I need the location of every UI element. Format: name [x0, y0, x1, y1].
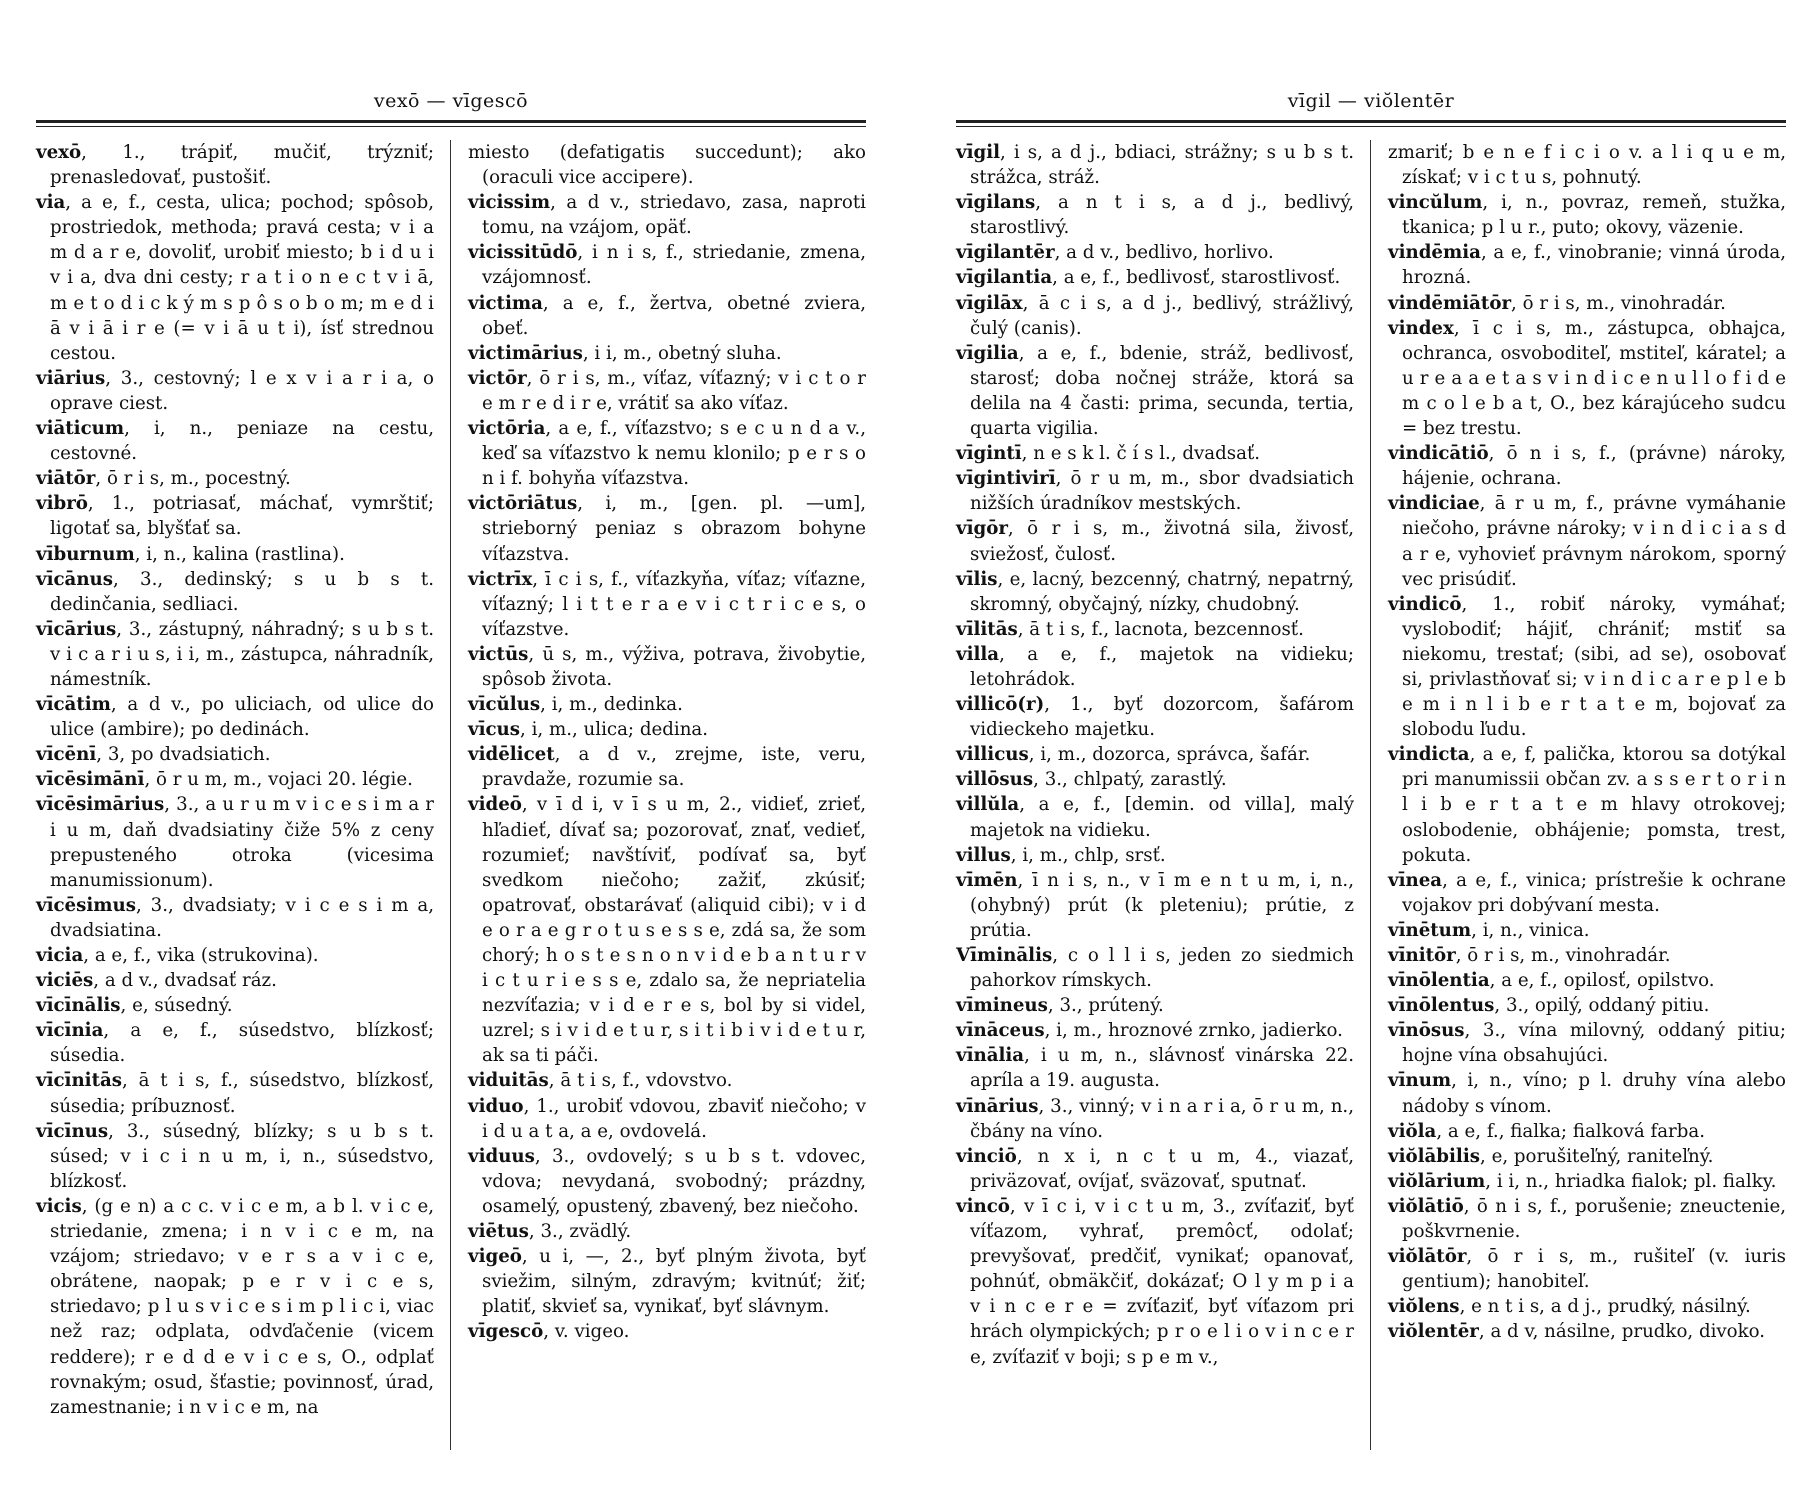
entry-headword: victima [468, 292, 543, 314]
dictionary-entry [36, 542, 434, 567]
entry-headword: videō [468, 794, 522, 816]
entry-definition: , a e, f., žertva, obetné zviera, obeť. [482, 292, 866, 339]
entry-definition: , ī c i s, m., zástupca, obhajca, ochranca, osvoboditeľ, mstiteľ, káratel; a u r e a a e t a s v i n d i c e n u l l o f i d e m c o l e b a t, O., bez kárajúceho sudcu = bez trestu. [1402, 317, 1786, 440]
dictionary-entry [468, 341, 866, 366]
dictionary-entry [1388, 190, 1786, 240]
entry-headword: vīcīnia [36, 1020, 104, 1042]
dictionary-entry [956, 767, 1354, 792]
entry-definition: , a d v., zrejme, iste, veru, pravdaže, rozumie sa. [482, 744, 866, 791]
entry-definition: , ī n i s, n., v ī m e n t u m, i, n., (ohybný) prút (k pleteniu); prútie, z prútia. [970, 869, 1354, 941]
dictionary-entry [1388, 441, 1786, 491]
entry-definition: , i u m, n., slávnosť vinárska 22. apríla a 19. augusta. [970, 1045, 1354, 1092]
entry-definition: , e, súsedný. [120, 995, 233, 1017]
dictionary-entry [956, 1194, 1354, 1370]
entry-headword: vinciō [956, 1145, 1017, 1167]
entry-headword: viduitās [468, 1070, 549, 1092]
entry-definition: , i i, n., hriadka fialok; pl. fialky. [1485, 1170, 1777, 1192]
right-column-divider [1370, 140, 1371, 1450]
dictionary-entry [956, 190, 1354, 240]
entry-headword: vīmineus [956, 995, 1048, 1017]
entry-headword: vindicta [1388, 744, 1470, 766]
entry-headword: vīgilia [956, 342, 1019, 364]
dictionary-entry [956, 792, 1354, 842]
entry-headword: vīgōr [956, 518, 1008, 540]
entry-definition: , i, n., víno; p l. druhy vína alebo nádoby s vínom. [1402, 1070, 1786, 1117]
entry-definition: , 3., opilý, oddaný pitiu. [1494, 995, 1710, 1017]
entry-definition: , (g e n) a c c. v i c e m, a b l. v i c e, striedanie, zmena; i n v i c e m, na vzájom; striedavo; v e r s a v i c e, obrátene, naopak; p e r v i c e s, striedavo; p l u s v i c e s i m p l i c i, viac než raz; odplata, odvďačenie (vicem reddere); r e d d e v i c e s, O., odplať rovnakým; osud, šťastie; povinnosť, úrad, zamestnanie; i n v i c e m, na [50, 1195, 434, 1418]
entry-definition: , a e, f., [demin. od villa], malý majetok na vidieku. [970, 794, 1354, 841]
entry-definition: , i, n., kalina (rastlina). [134, 543, 345, 565]
entry-headword: vīcēnī [36, 744, 97, 766]
entry-definition: , e, lacný, bezcenný, chatrný, nepatrný, skromný, obyčajný, nízky, chudobný. [970, 568, 1354, 615]
entry-headword: victrīx [468, 568, 533, 590]
entry-headword: vīcārius [36, 618, 117, 640]
entry-definition: , ō r i s, m., vinohradár. [1455, 945, 1671, 966]
dictionary-entry [36, 416, 434, 466]
entry-headword: vīcīnālis [36, 995, 121, 1017]
entry-definition: , ō r i s, m., vinohradár. [1511, 292, 1726, 314]
dictionary-entry [956, 868, 1354, 943]
dictionary-entry [956, 567, 1354, 617]
entry-definition: , ā t i s, f., súsedstvo, blízkosť, súsedia; príbuznosť. [50, 1070, 434, 1117]
entry-definition: , a e, f., bdenie, stráž, bedlivosť, starosť; doba nočnej stráže, ktorá sa delila na 4 časti: prima, secunda, tertia, quarta vigilia. [970, 342, 1354, 440]
entry-headword: villus [956, 844, 1011, 866]
entry-definition: , n x i, n c t u m, 4., viazať, priväzovať, ovíjať, sväzovať, sputnať. [970, 1145, 1354, 1192]
entry-definition: , i, m., ulica; dedina. [520, 719, 709, 741]
entry-headword: vīcātim [36, 694, 111, 716]
entry-definition: , 1., trápiť, mučiť, trýzniť; prenasledovať, pustošiť. [50, 142, 434, 189]
left-page [36, 0, 866, 1500]
entry-headword: viŏlens [1388, 1296, 1460, 1318]
dictionary-entry [1388, 1068, 1786, 1118]
entry-headword: vīmēn [956, 869, 1018, 891]
entry-definition: , 1., potriasať, máchať, vymrštiť; ligotať sa, blyšťať sa. [50, 493, 434, 540]
entry-headword: vīnōlentus [1388, 995, 1495, 1017]
entry-headword: vīcēsimānī [36, 769, 145, 791]
entry-headword: vibrō [36, 493, 88, 515]
entry-definition: , i i, m., obetný sluha. [582, 342, 782, 364]
entry-definition: , 3., prútený. [1047, 995, 1164, 1017]
entry-headword: vicis [36, 1195, 82, 1217]
dictionary-entry [468, 240, 866, 290]
entry-definition: , ō r i s, m., životná sila, živosť, sviežosť, čulosť. [970, 518, 1354, 565]
entry-definition: , 3., súsedný, blízky; s u b s t. súsed; v i c i n u m, i, n., súsedstvo, blízkosť. [50, 1120, 434, 1192]
dictionary-entry [956, 642, 1354, 692]
entry-headword: victōr [468, 367, 527, 389]
entry-definition: , a e, f, palička, ktorou sa dotýkal pri manumissii občan zv. a s s e r t o r i n l i b e r t a t e m hlavy otrokovej; oslobodenie, obhájenie; pomsta, trest, pokuta. [1402, 744, 1786, 866]
dictionary-entry [468, 717, 866, 742]
dictionary-entry [956, 617, 1354, 642]
dictionary-entry [36, 1194, 434, 1420]
entry-headword: victimārius [468, 342, 583, 364]
dictionary-entry [1388, 316, 1786, 441]
entry-definition: , ō r i s, m., víťaz, víťazný; v i c t o r e m r e d i r e, vrátiť sa ako víťaz. [482, 367, 866, 414]
left-column-a [36, 140, 434, 1420]
entry-headword: villōsus [956, 769, 1034, 791]
dictionary-entry [1388, 140, 1786, 190]
entry-headword: viciēs [36, 970, 94, 992]
entry-headword: victōriātus [468, 493, 578, 515]
entry-definition: , a d v., po uliciach, od ulice do ulice (ambire); po dedinách. [50, 694, 434, 741]
entry-headword: vīnea [1388, 869, 1443, 891]
entry-definition: , u i, —, 2., byť plným života, byť sviežim, silným, zdravým; kvitnúť; žiť; platiť, skvieť sa, vynikať, byť slávnym. [482, 1246, 866, 1318]
dictionary-entry [1388, 868, 1786, 918]
entry-definition: , c o l l i s, jeden zo siedmich pahorkov rímskych. [970, 945, 1354, 992]
entry-headword: vīnāceus [956, 1020, 1045, 1042]
entry-definition: , 3., ovdovelý; s u b s t. vdovec, vdova; nevydaná, svobodný; prázdny, osamelý, opustený, zbavený, bez niečoho. [482, 1145, 866, 1217]
entry-definition: , i, m., hroznové zrnko, jadierko. [1044, 1020, 1343, 1042]
entry-definition: , v ī d i, v ī s u m, 2., vidieť, zrieť, hľadieť, dívať sa; pozorovať, znať, vedieť, rozumieť; navštíviť, podívať sa, byť svedkom niečoho; zažiť, zkúsiť; opatrovať, obstarávať (aliquid cibi); v i d e o r a e g r o t u s e s s e, zdá sa, že som chorý; h o s t e s n o n v i d e b a n t u r v i c t u r i e s s e, zdalo sa, že nepriatelia nezvíťazia; v i d e r e s, bol by si videl, uzrel; s i v i d e t u r, s i t i b i v i d e t u r, ak sa ti páči. [482, 794, 866, 1067]
entry-headword: viŏlārium [1388, 1170, 1486, 1192]
entry-headword: vīgilantēr [956, 242, 1055, 264]
entry-headword: vexō [36, 142, 82, 163]
dictionary-entry [36, 1018, 434, 1068]
entry-definition: , a d v., striedavo, zasa, naproti tomu, na vzájom, opäť. [482, 192, 866, 239]
dictionary-entry [36, 742, 434, 767]
entry-definition: , v. vigeo. [543, 1321, 630, 1343]
right-page [956, 0, 1786, 1500]
entry-headword: viŏlentēr [1388, 1321, 1479, 1343]
entry-headword: villicō(r) [956, 694, 1045, 716]
dictionary-entry [956, 265, 1354, 290]
dictionary-entry [36, 1119, 434, 1194]
entry-headword: vīcīnus [36, 1120, 109, 1142]
entry-headword: villicus [956, 744, 1029, 766]
dictionary-entry [1388, 993, 1786, 1018]
entry-headword: vincō [956, 1195, 1010, 1217]
right-running-head: vīgil — viŏlentēr [1287, 90, 1455, 112]
dictionary-entry [956, 1094, 1354, 1144]
entry-headword: villŭla [956, 794, 1020, 816]
dictionary-entry [956, 291, 1354, 341]
entry-definition: , ō n i s, f., porušenie; zneuctenie, poškvrnenie. [1402, 1195, 1786, 1243]
entry-definition: , a e, f., majetok na vidieku; letohrádok. [970, 643, 1354, 690]
dictionary-entry [1388, 1244, 1786, 1294]
dictionary-entry [1388, 1144, 1786, 1169]
entry-headword: Vīminālis [956, 945, 1053, 966]
entry-definition: , 3., a u r u m v i c e s i m a r i u m, daň dvadsiatiny čiže 5% z ceny prepusteného otroka (vicesima manumissionum). [50, 794, 434, 891]
dictionary-entry [1388, 1294, 1786, 1319]
entry-definition: , i, n., povraz, remeň, stužka, tkanica; p l u r., puto; okovy, väzenie. [1402, 192, 1786, 239]
entry-headword: vīgilans [956, 192, 1036, 214]
dictionary-entry [468, 1068, 866, 1093]
dictionary-entry [956, 516, 1354, 566]
entry-definition: , ā r u m, f., právne vymáhanie niečoho, právne nároky; v i n d i c i a s d a r e, vyhovieť právnym nárokom, sporný vec prisúdiť. [1402, 493, 1786, 590]
entry-headword: vīnētum [1388, 919, 1472, 941]
dictionary-entry [468, 1094, 866, 1144]
dictionary-entry [468, 1144, 866, 1219]
entry-definition: , v ī c i, v i c t u m, 3., zvíťaziť, byť víťazom, vyhrať, premôcť, odolať; prevyšovať, predčiť, vynikať; opanovať, pohnúť, obmäkčiť, dokázať; O l y m p i a v i n c e r e = zvíťaziť, byť víťazom pri hrách olympických; p r o e l i o v i n c e r e, zvíťaziť v boji; s p e m v., [970, 1195, 1354, 1368]
entry-headword: viātōr [36, 468, 96, 490]
dictionary-entry [956, 843, 1354, 868]
entry-headword: vīnōlentia [1388, 970, 1490, 992]
entry-headword: vīgilāx [956, 292, 1023, 314]
entry-definition: , i n i s, f., striedanie, zmena, vzájomnosť. [482, 242, 866, 289]
dictionary-entry [468, 190, 866, 240]
dictionary-entry [468, 642, 866, 692]
entry-definition: , 1., urobiť vdovou, zbaviť niečoho; v i d u a t a, a e, ovdovelá. [482, 1095, 866, 1142]
entry-headword: viduo [468, 1095, 524, 1117]
entry-headword: vidēlicet [468, 744, 555, 766]
dictionary-entry [956, 1018, 1354, 1043]
entry-headword: viārius [36, 367, 106, 389]
dictionary-entry [1388, 240, 1786, 290]
dictionary-entry [468, 366, 866, 416]
entry-definition: , a e, f., bedlivosť, starostlivosť. [1052, 267, 1341, 289]
entry-definition: , 3., dvadsiaty; v i c e s i m a, dvadsiatina. [50, 894, 434, 941]
entry-headword: vindex [1388, 317, 1454, 339]
dictionary-entry [468, 792, 866, 1068]
dictionary-entry [36, 491, 434, 541]
entry-definition: , a e, f., fialka; fialková farba. [1436, 1120, 1706, 1142]
dictionary-entry [956, 341, 1354, 441]
entry-headword: vīnārius [956, 1095, 1039, 1117]
entry-definition: , i, n., peniaze na cestu, cestovné. [50, 418, 434, 465]
entry-headword: vīgilantia [956, 267, 1053, 289]
dictionary-entry [36, 140, 434, 190]
entry-definition: , ā t i s, f., lacnota, bezcennosť. [1017, 618, 1304, 640]
dictionary-entry [36, 893, 434, 943]
entry-definition: , n e s k l. č í s l., dvadsať. [1021, 443, 1261, 465]
dictionary-entry [468, 1219, 866, 1244]
entry-definition: miesto (defatigatis succedunt); ako (oraculi vice accipere). [468, 142, 866, 189]
entry-definition: , ō r i s, m., rušiteľ (v. iuris gentium); hanobiteľ. [1402, 1246, 1786, 1293]
dictionary-entry [1388, 968, 1786, 993]
dictionary-entry [956, 943, 1354, 993]
dictionary-entry [468, 567, 866, 642]
dictionary-entry [468, 140, 866, 190]
dictionary-entry [36, 943, 434, 968]
entry-headword: vīcŭlus [468, 694, 541, 716]
entry-headword: vīnum [1388, 1070, 1452, 1092]
entry-headword: vicia [36, 945, 84, 966]
left-header-rule [36, 120, 866, 127]
entry-definition: , 1., robiť nároky, vymáhať; vyslobodiť; hájiť, chrániť; mstiť sa niekomu, trestať; (sibi, ad se), osobovať si, privlastňovať si; v i n d i c a r e p l e b e m i n l i b e r t a t e m, bojovať za slobodu ľudu. [1402, 593, 1786, 741]
dictionary-entry [956, 1144, 1354, 1194]
entry-definition: , a d v., bedlivo, horlivo. [1054, 242, 1274, 264]
dictionary-entry [36, 692, 434, 742]
entry-headword: vīgintī [956, 443, 1022, 465]
dictionary-entry [1388, 1018, 1786, 1068]
dictionary-entry [956, 993, 1354, 1018]
dictionary-entry [1388, 1119, 1786, 1144]
entry-headword: viētus [468, 1221, 529, 1243]
entry-definition: , a e, f., opilosť, opilstvo. [1489, 970, 1715, 992]
entry-definition: , 3., chlpatý, zarastlý. [1033, 769, 1227, 791]
dictionary-entry [36, 767, 434, 792]
entry-headword: vindicātiō [1388, 443, 1489, 465]
left-running-head: vexō — vīgescō [373, 90, 529, 112]
entry-headword: viŏlātōr [1388, 1246, 1467, 1268]
entry-definition: , 3., vinný; v i n a r i a, ō r u m, n., čbány na víno. [970, 1095, 1354, 1142]
dictionary-entry [36, 993, 434, 1018]
entry-definition: , ā t i s, f., vdovstvo. [548, 1070, 733, 1092]
entry-definition: , a e, f., víťazstvo; s e c u n d a v., keď sa víťazstvo k nemu klonilo; p e r s o n i f. bohyňa víťazstva. [482, 418, 866, 490]
entry-definition: , a e, f., vinobranie; vinná úroda, hrozná. [1402, 242, 1786, 289]
entry-headword: vindicō [1388, 593, 1462, 615]
entry-headword: vincŭlum [1388, 192, 1483, 214]
entry-headword: viŏlātiō [1388, 1195, 1464, 1217]
entry-headword: viāticum [36, 418, 125, 440]
entry-definition: , ī c i s, f., víťazkyňa, víťaz; víťazne, víťazný; l i t t e r a e v i c t r i c e s, o víťazstve. [482, 568, 866, 640]
entry-headword: victōria [468, 418, 546, 440]
dictionary-entry [36, 792, 434, 892]
entry-headword: vicissitūdō [468, 242, 578, 264]
dictionary-entry [956, 1043, 1354, 1093]
entry-definition: , i, n., vinica. [1471, 919, 1590, 941]
left-column-divider [450, 140, 451, 1450]
dictionary-entry [468, 1244, 866, 1319]
entry-definition: , 3., zvädlý. [528, 1221, 632, 1243]
entry-headword: vīcānus [36, 568, 114, 590]
entry-headword: vīcus [468, 719, 521, 741]
entry-headword: viŏlābilis [1388, 1145, 1480, 1167]
dictionary-entry [36, 567, 434, 617]
entry-definition: , a d v, násilne, prudko, divoko. [1478, 1321, 1766, 1343]
entry-headword: viŏla [1388, 1120, 1437, 1142]
entry-headword: vindēmiātōr [1388, 292, 1512, 314]
entry-definition: , e n t i s, a d j., prudký, násilný. [1459, 1296, 1751, 1318]
entry-headword: victūs [468, 643, 529, 665]
entry-definition: , i, m., [gen. pl. —um], strieborný peniaz s obrazom bohyne víťazstva. [482, 493, 866, 565]
entry-definition: , a e, f., vika (strukovina). [83, 945, 319, 966]
entry-definition: , ū s, m., výživa, potrava, živobytie, spôsob života. [482, 643, 866, 690]
entry-definition: , 1., byť dozorcom, šafárom vidieckeho majetku. [970, 694, 1354, 741]
dictionary-entry [468, 1319, 866, 1344]
dictionary-entry [468, 416, 866, 491]
entry-definition: , 3., dedinský; s u b s t. dedinčania, sedliaci. [50, 568, 434, 615]
entry-headword: viduus [468, 1145, 535, 1167]
dictionary-entry [956, 140, 1354, 190]
dictionary-entry [1388, 742, 1786, 867]
dictionary-entry [1388, 943, 1786, 968]
entry-definition: , ō r u m, m., vojaci 20. légie. [144, 769, 413, 791]
dictionary-entry [36, 1068, 434, 1118]
dictionary-entry [1388, 491, 1786, 591]
entry-definition: , 3., zástupný, náhradný; s u b s t. v i c a r i u s, i i, m., zástupca, náhradník, námestník. [50, 618, 434, 690]
dictionary-entry [1388, 918, 1786, 943]
entry-headword: vīburnum [36, 543, 135, 565]
entry-definition: , i s, a d j., bdiaci, strážny; s u b s t. strážca, stráž. [970, 142, 1354, 189]
entry-headword: via [36, 192, 66, 214]
entry-definition: , 3., vína milovný, oddaný pitiu; hojne vína obsahujúci. [1402, 1020, 1786, 1067]
entry-definition: , 3, po dvadsiatich. [96, 744, 271, 766]
entry-headword: vīnitōr [1388, 945, 1456, 966]
dictionary-entry [956, 441, 1354, 466]
dictionary-entry [468, 692, 866, 717]
entry-headword: vīnōsus [1388, 1020, 1465, 1042]
dictionary-entry [956, 692, 1354, 742]
entry-definition: , i, m., dedinka. [540, 694, 683, 716]
entry-headword: vīcēsimārius [36, 794, 165, 816]
entry-definition: , a d v., dvadsať ráz. [93, 970, 277, 992]
entry-headword: vigeō [468, 1246, 522, 1268]
dictionary-entry [1388, 592, 1786, 743]
entry-definition: , a n t i s, a d j., bedlivý, starostlivý. [970, 192, 1354, 239]
entry-definition: , ā c i s, a d j., bedlivý, strážlivý, čulý (canis). [970, 292, 1354, 339]
right-column-a [956, 140, 1354, 1370]
dictionary-entry [468, 291, 866, 341]
entry-definition: , 3., cestovný; l e x v i a r i a, o oprave ciest. [50, 367, 434, 414]
dictionary-entry [956, 240, 1354, 265]
left-column-b [468, 140, 866, 1345]
right-header-rule [956, 120, 1786, 127]
entry-headword: vīlis [956, 568, 998, 590]
dictionary-entry [468, 491, 866, 566]
dictionary-entry [1388, 1194, 1786, 1244]
entry-definition: , a e, f., súsedstvo, blízkosť; súsedia. [50, 1020, 434, 1067]
right-column-b [1388, 140, 1786, 1345]
entry-definition: , i, m., chlp, srsť. [1010, 844, 1166, 866]
dictionary-entry [1388, 291, 1786, 316]
entry-definition: , ō n i s, f., (právne) nároky, hájenie, ochrana. [1402, 443, 1786, 490]
entry-definition: , i, m., dozorca, správca, šafár. [1028, 744, 1311, 766]
entry-headword: vīcēsimus [36, 894, 136, 916]
entry-headword: vīgil [956, 142, 1001, 163]
dictionary-entry [1388, 1319, 1786, 1344]
entry-headword: vicissim [468, 192, 551, 214]
dictionary-entry [36, 190, 434, 366]
entry-headword: vīlitās [956, 618, 1018, 640]
entry-definition: , e, porušiteľný, raniteľný. [1480, 1145, 1714, 1167]
dictionary-entry [956, 466, 1354, 516]
entry-definition: zmariť; b e n e f i c i o v. a l i q u e m, získať; v i c t u s, pohnutý. [1388, 142, 1786, 189]
dictionary-entry [468, 742, 866, 792]
entry-headword: vindēmia [1388, 242, 1481, 264]
dictionary-entry [956, 742, 1354, 767]
entry-headword: vīnālia [956, 1045, 1025, 1067]
dictionary-entry [36, 617, 434, 692]
entry-headword: villa [956, 643, 1000, 665]
entry-headword: vīcīnitās [36, 1070, 123, 1092]
entry-definition: , a e, f., cesta, ulica; pochod; spôsob, prostriedok, methoda; pravá cesta; v i a m d a r e, dovoliť, urobiť miesto; b i d u i v i a, dva dni cesty; r a t i o n e c t v i ā, m e t o d i c k ý m s p ô s o b o m; m e d i ā v i ā i r e (= v i ā u t i), ísť strednou cestou. [50, 192, 434, 364]
entry-definition: , ō r i s, m., pocestný. [95, 468, 291, 490]
entry-definition: , a e, f., vinica; prístrešie k ochrane vojakov pri dobývaní mesta. [1402, 869, 1786, 916]
dictionary-entry [36, 466, 434, 491]
dictionary-entry [1388, 1169, 1786, 1194]
entry-headword: vindiciae [1388, 493, 1480, 515]
dictionary-entry [36, 366, 434, 416]
entry-headword: vīgescō [468, 1321, 544, 1343]
entry-headword: vīgintivirī [956, 468, 1056, 490]
dictionary-entry [36, 968, 434, 993]
entry-definition: , ō r u m, m., sbor dvadsiatich nižších úradníkov mestských. [970, 468, 1354, 515]
